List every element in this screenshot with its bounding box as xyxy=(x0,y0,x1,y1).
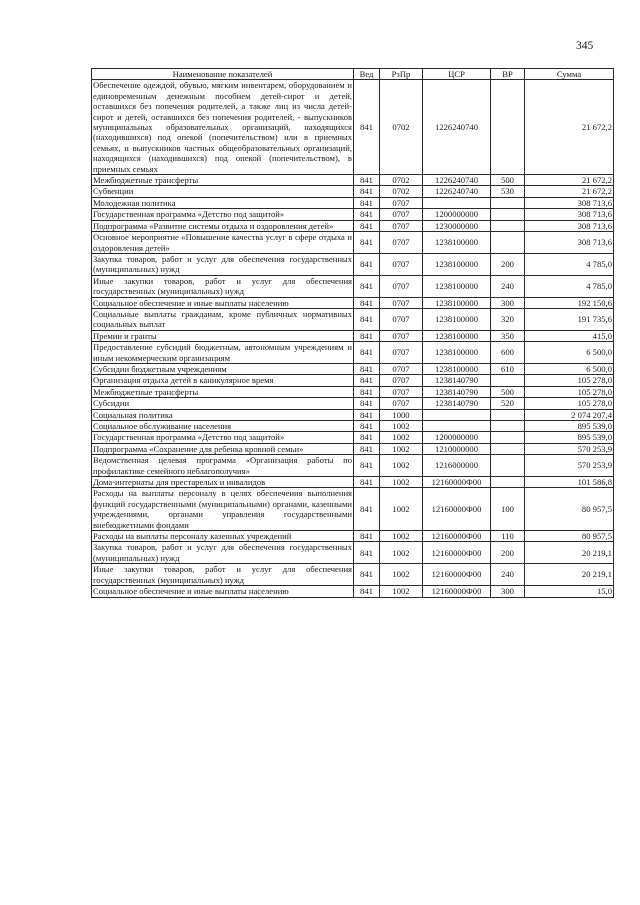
cell-rzpr: 0707 xyxy=(380,253,423,275)
table-row xyxy=(92,455,614,477)
cell-ved: 841 xyxy=(354,409,380,420)
cell-csr: 12160000Ф00 xyxy=(423,477,491,488)
cell-rzpr: 0707 xyxy=(380,330,423,341)
cell-vr xyxy=(491,375,525,386)
cell-rzpr: 1002 xyxy=(380,421,423,432)
cell-vr xyxy=(491,421,525,432)
table-row xyxy=(92,175,614,186)
cell-csr: 12160000Ф00 xyxy=(423,564,491,586)
table-body xyxy=(92,80,614,597)
cell-rzpr: 1002 xyxy=(380,586,423,597)
cell-name: Иные закупки товаров, работ и услуг для обеспечения государственных (муниципальных) нужд xyxy=(93,564,352,585)
cell-vr: 530 xyxy=(491,186,525,197)
cell-vr xyxy=(491,455,525,477)
cell-sum: 21 672,2 xyxy=(525,175,614,186)
cell-csr: 1238100000 xyxy=(423,342,491,364)
cell-sum: 895 539,0 xyxy=(525,421,614,432)
cell-sum: 6 500,0 xyxy=(525,342,614,364)
cell-vr: 300 xyxy=(491,297,525,308)
cell-ved: 841 xyxy=(354,209,380,220)
cell-rzpr: 0707 xyxy=(380,209,423,220)
cell-csr: 1200000000 xyxy=(423,432,491,443)
cell-rzpr: 1002 xyxy=(380,432,423,443)
cell-sum: 105 278,0 xyxy=(525,386,614,397)
cell-ved: 841 xyxy=(354,564,380,586)
cell-sum: 308 713,6 xyxy=(525,232,614,254)
cell-sum: 21 672,2 xyxy=(525,186,614,197)
table-row xyxy=(92,488,614,531)
cell-rzpr: 0702 xyxy=(380,175,423,186)
header-name: Наименование показателей xyxy=(92,69,354,80)
table-row xyxy=(92,330,614,341)
cell-ved: 841 xyxy=(354,542,380,564)
cell-vr: 520 xyxy=(491,398,525,409)
cell-name: Межбюджетные трансферты xyxy=(92,175,354,186)
cell-sum: 105 278,0 xyxy=(525,398,614,409)
cell-name: Субвенции xyxy=(92,186,354,197)
page-number: 345 xyxy=(576,40,594,52)
cell-vr: 600 xyxy=(491,342,525,364)
cell-ved: 841 xyxy=(354,308,380,330)
table-row xyxy=(92,443,614,454)
cell-ved: 841 xyxy=(354,375,380,386)
cell-vr: 350 xyxy=(491,330,525,341)
table-row xyxy=(92,80,614,175)
cell-sum: 21 672,2 xyxy=(525,80,614,175)
cell-sum: 570 253,9 xyxy=(525,443,614,454)
cell-rzpr: 1002 xyxy=(380,564,423,586)
cell-sum: 308 713,6 xyxy=(525,197,614,208)
table-row xyxy=(92,220,614,231)
cell-csr: 1238100000 xyxy=(423,232,491,254)
cell-vr xyxy=(491,443,525,454)
cell-name: Дома-интернаты для престарелых и инвалидов xyxy=(92,477,354,488)
cell-ved: 841 xyxy=(354,342,380,364)
cell-name: Социальное обеспечение и иные выплаты населению xyxy=(92,297,354,308)
cell-csr: 12160000Ф00 xyxy=(423,586,491,597)
cell-ved: 841 xyxy=(354,186,380,197)
cell-name: Государственная программа «Детство под защитой» xyxy=(92,209,354,220)
cell-vr: 300 xyxy=(491,586,525,597)
table-row xyxy=(92,186,614,197)
cell-sum: 2 074 207,4 xyxy=(525,409,614,420)
cell-csr: 1238100000 xyxy=(423,275,491,297)
cell-csr xyxy=(423,197,491,208)
cell-name: Социальное обслуживание населения xyxy=(92,421,354,432)
cell-csr: 12160000Ф00 xyxy=(423,488,491,531)
cell-name: Социальные выплаты гражданам, кроме публичных нормативных социальных выплат xyxy=(93,308,352,330)
cell-csr: 1226240740 xyxy=(423,175,491,186)
cell-rzpr: 1002 xyxy=(380,488,423,531)
cell-csr: 1238140790 xyxy=(423,386,491,397)
cell-name: Расходы на выплаты персоналу казенных учреждений xyxy=(92,531,354,542)
cell-ved: 841 xyxy=(354,253,380,275)
table-row xyxy=(92,375,614,386)
cell-ved: 841 xyxy=(354,398,380,409)
cell-sum: 20 219,1 xyxy=(525,542,614,564)
cell-ved: 841 xyxy=(354,363,380,374)
cell-name: Молодежная политика xyxy=(92,197,354,208)
cell-name: Социальная политика xyxy=(92,409,354,420)
cell-name: Премии и гранты xyxy=(92,330,354,341)
cell-vr xyxy=(491,209,525,220)
cell-ved: 841 xyxy=(354,386,380,397)
cell-csr: 1238100000 xyxy=(423,363,491,374)
cell-vr xyxy=(491,432,525,443)
cell-name: Расходы на выплаты персоналу в целях обеспечения выполнения функций государственными (муниципальными) органами, казенными учреждениями, органами управления государственными внебюджетными фондами xyxy=(93,488,352,530)
cell-ved: 841 xyxy=(354,80,380,175)
table-row xyxy=(92,363,614,374)
cell-sum: 15,0 xyxy=(525,586,614,597)
cell-csr: 1216000000 xyxy=(423,455,491,477)
cell-vr xyxy=(491,220,525,231)
cell-rzpr: 1002 xyxy=(380,531,423,542)
table-header-row xyxy=(92,69,614,80)
cell-vr: 500 xyxy=(491,175,525,186)
cell-csr xyxy=(423,409,491,420)
header-rzpr: РзПр xyxy=(380,69,423,80)
table-row xyxy=(92,398,614,409)
cell-sum: 80 957,5 xyxy=(525,488,614,531)
cell-ved: 841 xyxy=(354,455,380,477)
table-row xyxy=(92,432,614,443)
header-sum: Сумма xyxy=(525,69,614,80)
cell-sum: 6 500,0 xyxy=(525,363,614,374)
cell-csr: 1200000000 xyxy=(423,209,491,220)
cell-rzpr: 0707 xyxy=(380,275,423,297)
cell-csr: 1226240740 xyxy=(423,80,491,175)
cell-name: Предоставление субсидий бюджетным, автономным учреждениям и иным некоммерческим организациям xyxy=(93,342,352,363)
cell-name: Государственная программа «Детство под защитой» xyxy=(92,432,354,443)
cell-sum: 308 713,6 xyxy=(525,209,614,220)
table-row xyxy=(92,421,614,432)
cell-vr: 200 xyxy=(491,542,525,564)
cell-vr xyxy=(491,232,525,254)
cell-name: Подпрограмма «Развитие системы отдыха и оздоровления детей» xyxy=(92,220,354,231)
cell-vr: 100 xyxy=(491,488,525,531)
cell-sum: 308 713,6 xyxy=(525,220,614,231)
cell-name: Иные закупки товаров, работ и услуг для обеспечения государственных (муниципальных) нужд xyxy=(93,275,352,297)
cell-sum: 415,0 xyxy=(525,330,614,341)
cell-sum: 191 735,6 xyxy=(525,308,614,330)
cell-vr xyxy=(491,409,525,420)
table-row xyxy=(92,197,614,208)
header-vr: ВР xyxy=(491,69,525,80)
cell-ved: 841 xyxy=(354,421,380,432)
cell-ved: 841 xyxy=(354,488,380,531)
table-row xyxy=(92,531,614,542)
table-row xyxy=(92,564,614,586)
cell-name: Подпрограмма «Сохранение для ребенка кровной семьи» xyxy=(92,443,354,454)
cell-rzpr: 0707 xyxy=(380,398,423,409)
header-csr: ЦСР xyxy=(423,69,491,80)
cell-vr: 240 xyxy=(491,275,525,297)
cell-name: Субсидии xyxy=(92,398,354,409)
cell-ved: 841 xyxy=(354,232,380,254)
cell-rzpr: 0707 xyxy=(380,363,423,374)
cell-csr: 1238100000 xyxy=(423,297,491,308)
table-row xyxy=(92,297,614,308)
table-row xyxy=(92,586,614,597)
cell-ved: 841 xyxy=(354,586,380,597)
cell-csr: 1238140790 xyxy=(423,398,491,409)
cell-rzpr: 1002 xyxy=(380,542,423,564)
cell-rzpr: 1002 xyxy=(380,455,423,477)
cell-rzpr: 0702 xyxy=(380,80,423,175)
cell-csr: 1226240740 xyxy=(423,186,491,197)
table-row xyxy=(92,275,614,297)
cell-vr xyxy=(491,80,525,175)
cell-vr: 110 xyxy=(491,531,525,542)
budget-table xyxy=(91,68,614,598)
cell-rzpr: 1002 xyxy=(380,477,423,488)
cell-ved: 841 xyxy=(354,477,380,488)
cell-sum: 4 785,0 xyxy=(525,253,614,275)
cell-rzpr: 0707 xyxy=(380,342,423,364)
table-row xyxy=(92,342,614,364)
cell-rzpr: 1002 xyxy=(380,443,423,454)
cell-name: Межбюджетные трансферты xyxy=(92,386,354,397)
table-row xyxy=(92,232,614,254)
cell-rzpr: 0707 xyxy=(380,297,423,308)
table-row xyxy=(92,209,614,220)
table-row xyxy=(92,308,614,330)
cell-sum: 895 539,0 xyxy=(525,432,614,443)
cell-sum: 101 586,8 xyxy=(525,477,614,488)
cell-csr: 12160000Ф00 xyxy=(423,531,491,542)
cell-vr: 610 xyxy=(491,363,525,374)
cell-rzpr: 0707 xyxy=(380,308,423,330)
cell-ved: 841 xyxy=(354,330,380,341)
cell-name: Социальное обеспечение и иные выплаты населению xyxy=(92,586,354,597)
cell-csr: 1238100000 xyxy=(423,330,491,341)
cell-vr xyxy=(491,477,525,488)
cell-rzpr: 0707 xyxy=(380,220,423,231)
cell-rzpr: 0702 xyxy=(380,186,423,197)
cell-name: Основное мероприятие «Повышение качества услуг в сфере отдыха и оздоровления детей» xyxy=(93,232,352,253)
table-row xyxy=(92,409,614,420)
cell-name: Закупка товаров, работ и услуг для обеспечения государственных (муниципальных) нужд xyxy=(93,253,352,275)
table-row xyxy=(92,386,614,397)
cell-sum: 80 957,5 xyxy=(525,531,614,542)
cell-vr xyxy=(491,197,525,208)
cell-csr: 1238140790 xyxy=(423,375,491,386)
cell-ved: 841 xyxy=(354,443,380,454)
cell-name: Организация отдыха детей в каникулярное время xyxy=(92,375,354,386)
cell-csr xyxy=(423,421,491,432)
cell-ved: 841 xyxy=(354,275,380,297)
cell-sum: 20 219,1 xyxy=(525,564,614,586)
cell-rzpr: 0707 xyxy=(380,375,423,386)
cell-name: Ведомственная целевая программа «Организация работы по профилактике семейного неблагополучия» xyxy=(93,455,352,476)
cell-name: Обеспечение одеждой, обувью, мягким инвентарем, оборудованием и единовременным денежным пособием детей-сирот и детей, оставшихся без попечения родителей, а также лиц из числа детей-сирот и детей, оставшихся без попечения родителей, - выпускников муниципальных образовательных организаций, находящихся (находившихся) под опекой (попечительством) или в приемных семьях, и выпускников частных общеобразовательных организаций, находящихся (находившихся) под опекой (попечительством), в приемных семьях xyxy=(93,80,352,174)
table-row xyxy=(92,477,614,488)
cell-sum: 105 278,0 xyxy=(525,375,614,386)
cell-csr: 1230000000 xyxy=(423,220,491,231)
cell-vr: 320 xyxy=(491,308,525,330)
cell-ved: 841 xyxy=(354,297,380,308)
cell-csr: 1210000000 xyxy=(423,443,491,454)
cell-ved: 841 xyxy=(354,531,380,542)
cell-rzpr: 0707 xyxy=(380,232,423,254)
cell-ved: 841 xyxy=(354,432,380,443)
cell-ved: 841 xyxy=(354,197,380,208)
table-row xyxy=(92,542,614,564)
cell-sum: 4 785,0 xyxy=(525,275,614,297)
cell-sum: 570 253,9 xyxy=(525,455,614,477)
cell-csr: 1238100000 xyxy=(423,253,491,275)
table-row xyxy=(92,253,614,275)
cell-vr: 200 xyxy=(491,253,525,275)
cell-name: Субсидии бюджетным учреждениям xyxy=(92,363,354,374)
header-ved: Вед xyxy=(354,69,380,80)
cell-sum: 192 150,6 xyxy=(525,297,614,308)
cell-rzpr: 0707 xyxy=(380,197,423,208)
cell-csr: 1238100000 xyxy=(423,308,491,330)
cell-rzpr: 0707 xyxy=(380,386,423,397)
cell-rzpr: 1000 xyxy=(380,409,423,420)
cell-ved: 841 xyxy=(354,175,380,186)
cell-vr: 500 xyxy=(491,386,525,397)
cell-name: Закупка товаров, работ и услуг для обеспечения государственных (муниципальных) нужд xyxy=(93,542,352,563)
cell-vr: 240 xyxy=(491,564,525,586)
cell-ved: 841 xyxy=(354,220,380,231)
cell-csr: 12160000Ф00 xyxy=(423,542,491,564)
